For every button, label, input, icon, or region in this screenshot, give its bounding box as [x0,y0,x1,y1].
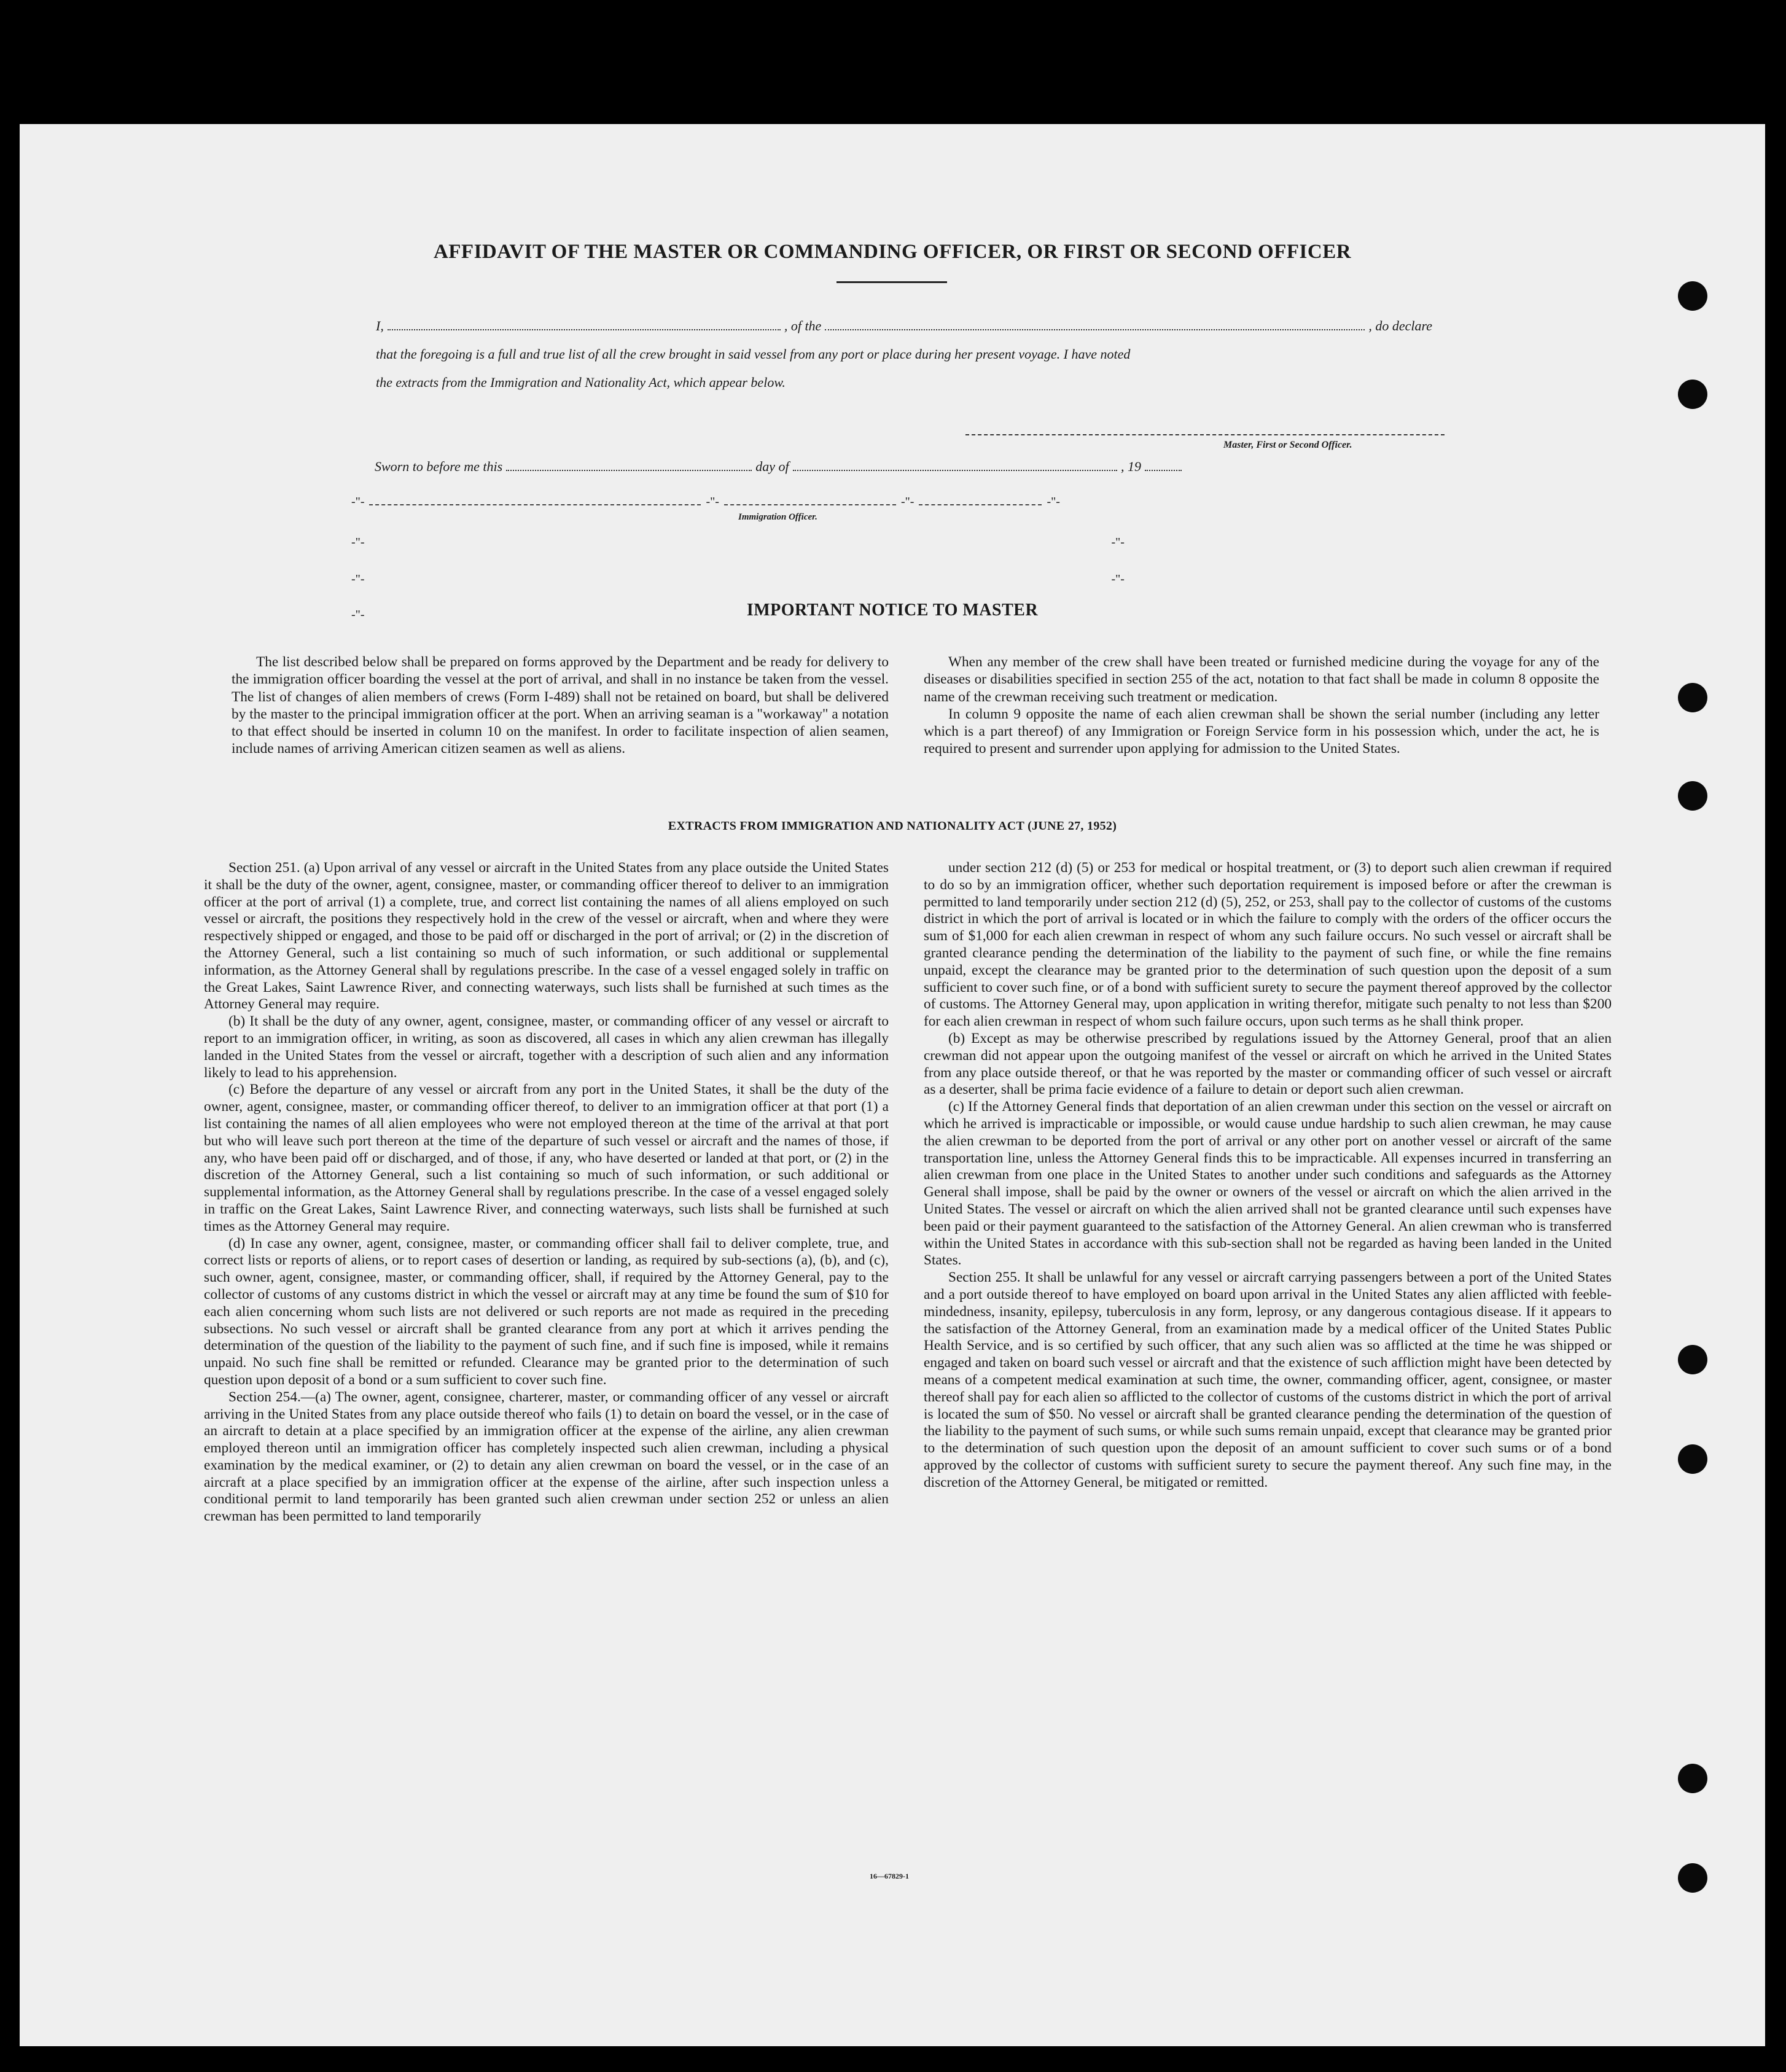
ditto-mark: -"- [351,495,365,508]
year-label: , 19 [1121,459,1141,474]
immigration-officer-label: Immigration Officer. [738,512,817,522]
section-paragraph: (c) If the Attorney General finds that deportation of an alien crewman under this section on the vessel or aircraft on which he arrived is impracticable or impossible, or would cause undue hardship to such alien crewman, he may cause the alien crewman to be deported from the port of arrival or any other port on another vessel or aircraft of the same transportation line, unless the Attorney General finds this to be impracticable. All expenses incurred in transferring an alien crewman from one place in the United States to another under such conditions and safeguards as the Attorney General shall impose, shall be paid by the owner or owners of the vessel or aircraft on which the alien arrived in the United States. The vessel or aircraft on which the alien arrived shall not be granted clearance until such expenses have been paid or their payment guaranteed to the satisfaction of the Attorney General. An alien crewman who is transferred within the United States in accordance with this sub-section shall not be regarded as having been landed in the United States. [924,1099,1612,1269]
extracts-right-column [924,860,1612,1491]
section-paragraph: (b) Except as may be otherwise prescribed by regulations issued by the Attorney General, proof that an alien crewman did not appear upon the outgoing manifest of the vessel or aircraft on which he arrived in the United States from any place outside thereof, or that he was reported by the master or commanding officer of such vessel or aircraft as a deserter, shall be prima facie evidence of a failure to detain or deport such alien crewman. [924,1030,1612,1098]
declaration-line-1 [376,318,1432,334]
notice-paragraph: In column 9 opposite the name of each alien crewman shall be shown the serial number (including any letter which is a part thereof) of any Immigration or Foreign Service form in his possession which, under the act, he is required to present and surrender upon applying for admission to the United States. [924,706,1599,757]
ditto-row-2 [351,536,1187,550]
declaration-line-2: that the foregoing is a full and true list of all the crew brought in said vessel from any port or place during her present voyage. I have noted [376,346,1131,362]
do-declare-label: , do declare [1368,318,1432,333]
ditto-line [919,496,1042,505]
binder-hole [1678,1444,1707,1474]
sworn-line [375,459,1185,475]
ditto-row-3 [351,572,1187,586]
signature-line[interactable] [965,434,1445,435]
sworn-label: Sworn to before me this [375,459,503,474]
section-paragraph: Section 254.—(a) The owner, agent, consignee, charterer, master, or commanding officer of any vessel or aircraft arriving in the United States from any place outside thereof who fails (1) to detain on board the vessel, or in the case of an aircraft to detain at a place specified by an immigration officer at the expense of the airline, any alien crewman employed thereon until an immigration officer has completely inspected such alien crewman, including a physical examination by the medical examiner, or (2) to detain any alien crewman on board the vessel, or in the case of an aircraft at a place specified by an immigration officer at the expense of the airline, after such inspection unless a conditional permit to land temporarily has been granted such alien crewman under section 252 or unless an alien crewman has been permitted to land temporarily [204,1388,889,1525]
binder-hole [1678,380,1707,409]
notice-paragraph: The list described below shall be prepared on forms approved by the Department and be ready for delivery to the immigration officer boarding the vessel at the port of arrival, and shall in no instance be taken from the vessel. The list of changes of alien members of crews (Form I-489) shall not be retained on board, but shall be delivered by the master to the principal immigration officer at the port. When an arriving seaman is a "workaway" a notation to that effect should be inserted in column 10 on the manifest. In order to facilitate inspection of alien seamen, include names of arriving American citizen seamen as well as aliens. [232,654,889,757]
binder-hole [1678,1345,1707,1374]
ditto-mark: -"- [900,495,914,508]
binder-hole [1678,683,1707,712]
title-underline [836,281,947,283]
binder-hole [1678,281,1707,311]
notice-title: IMPORTANT NOTICE TO MASTER [746,601,1039,620]
sworn-month-field[interactable] [793,460,1117,471]
document-page [20,124,1765,2046]
ditto-mark: -"- [1111,536,1125,549]
section-paragraph: under section 212 (d) (5) or 253 for medical or hospital treatment, or (3) to deport such alien crewman if required to do so by an immigration officer, whether such deportation requirement is imposed before or after the crewman is permitted to land temporarily under section 212 (d) (5), 252, or 253, shall pay to the collector of customs of the customs district in which the port of arrival is located or in which the failure to comply with the orders of the officer occurs the sum of $1,000 for each alien crewman in respect of whom any such failure occurs. No such vessel or aircraft shall be granted clearance pending the determination of the liability to the payment of such fine, or while the fine remains unpaid, except the clearance may be granted prior to the determination of such question upon the deposit of a sum sufficient to cover such fine, or of a bond with sufficient surety to secure the payment thereof approved by the collector of customs. The Attorney General may, upon application in writing therefor, mitigate such penalty to not less than $200 for each alien crewman in respect of whom such failure occurs, upon such terms as he shall think proper. [924,860,1612,1030]
ditto-line [724,496,896,505]
section-paragraph: Section 251. (a) Upon arrival of any vessel or aircraft in the United States from any place outside the United States it shall be the duty of the owner, agent, consignee, master, or commanding officer thereof to deliver to an immigration officer at the port of arrival (1) a complete, true, and correct list containing the names of all aliens employed on such vessel or aircraft, the positions they respectively hold in the crew of the vessel or aircraft, when and where they were respectively shipped or engaged, and those to be paid off or discharged in the port of arrival; or (2) in the discretion of the Attorney General, such a list containing so much of such information, or such additional or supplemental information, as the Attorney General shall by regulations prescribe. In the case of a vessel engaged solely in traffic on the Great Lakes, Saint Lawrence River, and connecting waterways, such lists shall be furnished at such times as the Attorney General may require. [204,860,889,1013]
day-of-label: day of [755,459,789,474]
section-paragraph: (d) In case any owner, agent, consignee, master, or commanding officer shall fail to deliver complete, true, and correct lists or reports of aliens, or to report cases of desertion or landing, as required by sub-sections (a), (b), and (c), such owner, agent, consignee, master, or commanding officer, shall, if required by the Attorney General, pay to the collector of customs of any customs district in which the vessel or aircraft may at any time be found the sum of $10 for each alien concerning whom such lists are not delivered or such reports are not made as required in the preceding subsections. No such vessel or aircraft shall be granted clearance from any port at which it arrives pending the determination of the question of the liability to the payment of such fine, and if such fine is imposed, while it remains unpaid. No such fine shall be remitted or refunded. Clearance may be granted prior to the determination of such question upon deposit of a bond or a sum sufficient to cover such fine. [204,1235,889,1388]
ditto-row-1 [351,495,1187,509]
section-paragraph: (b) It shall be the duty of any owner, agent, consignee, master, or commanding officer of any vessel or aircraft to report to an immigration officer, in writing, as soon as discovered, all cases in which any alien crewman has illegally landed in the United States from the vessel or aircraft, together with a description of such alien and any information likely to lead to his apprehension. [204,1013,889,1081]
extracts-title: EXTRACTS FROM IMMIGRATION AND NATIONALITY ACT (JUNE 27, 1952) [668,819,1117,833]
ditto-mark: -"- [1111,572,1125,586]
declaration-line-3: the extracts from the Immigration and Nationality Act, which appear below. [376,375,786,390]
ditto-mark: -"- [706,495,719,508]
section-paragraph: (c) Before the departure of any vessel or aircraft from any port in the United States, it shall be the duty of the owner, agent, consignee, master, or commanding officer thereof, to deliver to an immigration officer at that port (1) a list containing the names of all alien employees who were not employed thereon at the time of the arrival at that port but who will leave such port thereon at the time of the departure of such vessel or aircraft and the names of those, if any, who have been paid off or discharged, and of those, if any, who have deserted or landed at that port, or (2) in the discretion of the Attorney General, such a list containing so much of such information, or such additional or supplemental information, as the Attorney General shall by regulations prescribe. In the case of a vessel engaged solely in traffic on the Great Lakes, Saint Lawrence River, and connecting waterways, such lists shall be furnished at such times as the Attorney General may require. [204,1081,889,1234]
ditto-line [369,496,701,505]
notice-left-column [232,653,889,758]
notice-paragraph: When any member of the crew shall have been treated or furnished medicine during the voyage for any of the diseases or disabilities specified in section 255 of the act, notation to that fact shall be made in column 8 opposite the name of the crewman receiving such treatment or medication. [924,654,1599,705]
binder-hole [1678,1764,1707,1793]
form-number: 16—67829-1 [870,1872,909,1880]
vessel-field[interactable] [825,319,1365,330]
i-label: I, [376,318,384,333]
ditto-mark: -"- [351,572,365,586]
sworn-day-field[interactable] [506,460,752,471]
ditto-mark: -"- [1047,495,1060,508]
ditto-mark: -"- [351,536,365,549]
binder-hole [1678,781,1707,811]
of-the-label: , of the [784,318,822,333]
section-paragraph: Section 255. It shall be unlawful for any vessel or aircraft carrying passengers between a port of the United States and a port outside thereof to have employed on board upon arrival in the United States any alien afflicted with feeble-mindedness, insanity, epilepsy, tuberculosis in any form, leprosy, or any dangerous contagious disease. If it appears to the satisfaction of the Attorney General, from an examination made by a medical officer of the United States Public Health Service, and is so certified by such officer, that any such alien was so afflicted at the time he was shipped or engaged and taken on board such vessel or aircraft and that the existence of such affliction might have been detected by means of a competent medical examination at such time, the owner, commanding officer, agent, consignee, or master thereof shall pay for each alien so afflicted to the collector of customs of the customs district in which the port of arrival is located the sum of $50. No vessel or aircraft shall be granted clearance pending the determination of the question of the liability to the payment of such sums, or while such sums remain unpaid, except that clearance may be granted prior to the determination of such question upon the deposit of an amount sufficient to cover such sums or of a bond approved by the collector of customs with sufficient surety to secure the payment thereof. Any such fine may, in the discretion of the Attorney General, be mitigated or remitted. [924,1269,1612,1490]
affidavit-title: AFFIDAVIT OF THE MASTER OR COMMANDING OFFICER, OR FIRST OR SECOND OFFICER [433,241,1352,263]
name-field[interactable] [388,319,781,330]
sworn-year-field[interactable] [1145,460,1182,471]
extracts-left-column [204,860,889,1525]
notice-right-column [924,653,1599,758]
binder-hole [1678,1863,1707,1893]
signature-label: Master, First or Second Officer. [1223,440,1352,450]
ditto-mark: -"- [351,608,365,621]
